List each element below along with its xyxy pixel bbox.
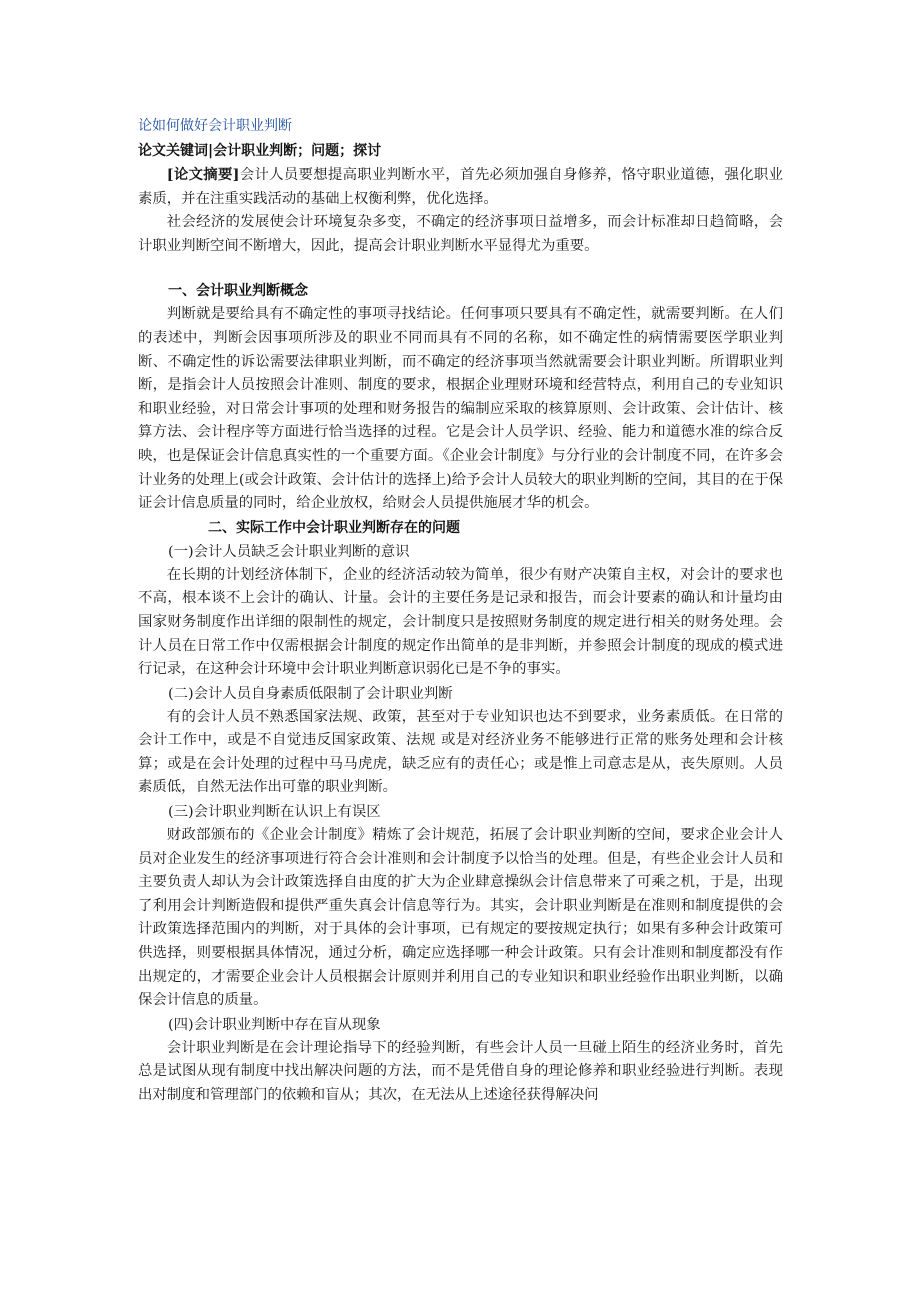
abstract-label: [论文摘要] [166,166,240,183]
subsection-2-heading: (二)会计人员自身素质低限制了会计职业判断 [168,685,453,702]
abstract-text: 会计人员要想提高职业判断水平，首先必须加强自身修养，恪守职业道德，强化职业素质，并在注重实践活动的基础上权衡利弊，优化选择。 [138,167,783,207]
intro-paragraph: 社会经济的发展使会计环境复杂多变，不确定的经济事项日益增多，而会计标准却日趋简略，会计职业判断空间不断增大，因此，提高会计职业判断水平显得尤为重要。 [138,214,783,254]
spacer [138,258,783,279]
document-page [138,114,783,1108]
subsection-3-body: 财政部颁布的《企业会计制度》精炼了会计规范，拓展了会计职业判断的空间，要求企业会计人员对企业发生的经济事项进行符合会计准则和会计制度予以恰当的处理。但是，有些企业会计人员和主要负责人却认为会计政策选择自由度的扩大为企业肆意操纵会计信息带来了可乘之机，于是，出现了利用会计判断造假和提供严重失真会计信息等行为。其实，会计职业判断是在准则和制度提供的会计政策选择范围内的判断，对于具体的会计事项，已有规定的要按规定执行；如果有多种会计政策可供选择，则要根据具体情况，通过分析，确定应选择哪一种会计政策。只有会计准则和制度都没有作出规定的，才需要企业会计人员根据会计原则并利用自己的专业知识和职业经验作出职业判断，以确保会计信息的质量。 [138,827,783,1009]
subsection-2-body: 有的会计人员不熟悉国家法规、政策，甚至对于专业知识也达不到要求，业务素质低。在日常的会计工作中，或是不自觉违反国家政策、法规 或是对经济业务不能够进行正常的账务处理和会计核算；或是在会计处理的过程中马马虎虎，缺乏应有的责任心；或是惟上司意志是从，丧失原则。人员素质低，自然无法作出可靠的职业判断。 [138,708,783,796]
section-1-body: 判断就是要给具有不确定性的事项寻找结论。任何事项只要具有不确定性，就需要判断。在人们的表述中，判断会因事项所涉及的职业不同而具有不同的名称，如不确定性的病情需要医学职业判断、不确定性的诉讼需要法律职业判断，而不确定的经济事项当然就需要会计职业判断。所谓职业判断，是指会计人员按照会计准则、制度的要求，根据企业理财环境和经营特点，利用自己的专业知识和职业经验，对日常会计事项的处理和财务报告的编制应采取的核算原则、会计政策、会计估计、核算方法、会计程序等方面进行恰当选择的过程。它是会计人员学识、经验、能力和道德水准的综合反映，也是保证会计信息真实性的一个重要方面。《企业会计制度》与分行业的会计制度不同，在许多会计业务的处理上(或会计政策、会计估计的选择上)给予会计人员较大的职业判断的空间，其目的在于保证会计信息质量的同时，给企业放权，给财会人员提供施展才华的机会。 [138,306,783,512]
abstract-paragraph [138,163,783,211]
section-1-heading: 一、会计职业判断概念 [168,283,308,300]
keywords-line: 论文关键词|会计职业判断；问题；探讨 [138,143,382,159]
section-2-heading: 二、实际工作中会计职业判断存在的问题 [208,519,460,536]
subsection-1-heading: (一)会计人员缺乏会计职业判断的意识 [168,543,410,560]
document-title: 论如何做好会计职业判断 [138,118,292,134]
subsection-4-body: 会计职业判断是在会计理论指导下的经验判断，有些会计人员一旦碰上陌生的经济业务时，首先总是试图从现有制度中找出解决问题的方法，而不是凭借自身的理论修养和职业经验进行判断。表现出对制度和管理部门的依赖和盲从；其次，在无法从上述途径获得解决问 [138,1039,783,1103]
subsection-3-heading: (三)会计职业判断在认识上有误区 [168,804,381,821]
subsection-4-heading: (四)会计职业判断中存在盲从现象 [168,1016,381,1033]
subsection-1-body: 在长期的计划经济体制下，企业的经济活动较为简单，很少有财产决策自主权，对会计的要求也不高，根本谈不上会计的确认、计量。会计的主要任务是记录和报告，而会计要素的确认和计量均由国家财务制度作出详细的限制性的规定，会计制度只是按照财务制度的规定进行相关的财务处理。会计人员在日常工作中仅需根据会计制度的规定作出简单的是非判断，并参照会计制度的现成的模式进行记录，在这种会计环境中会计职业判断意识弱化已是不争的事实。 [138,566,783,678]
